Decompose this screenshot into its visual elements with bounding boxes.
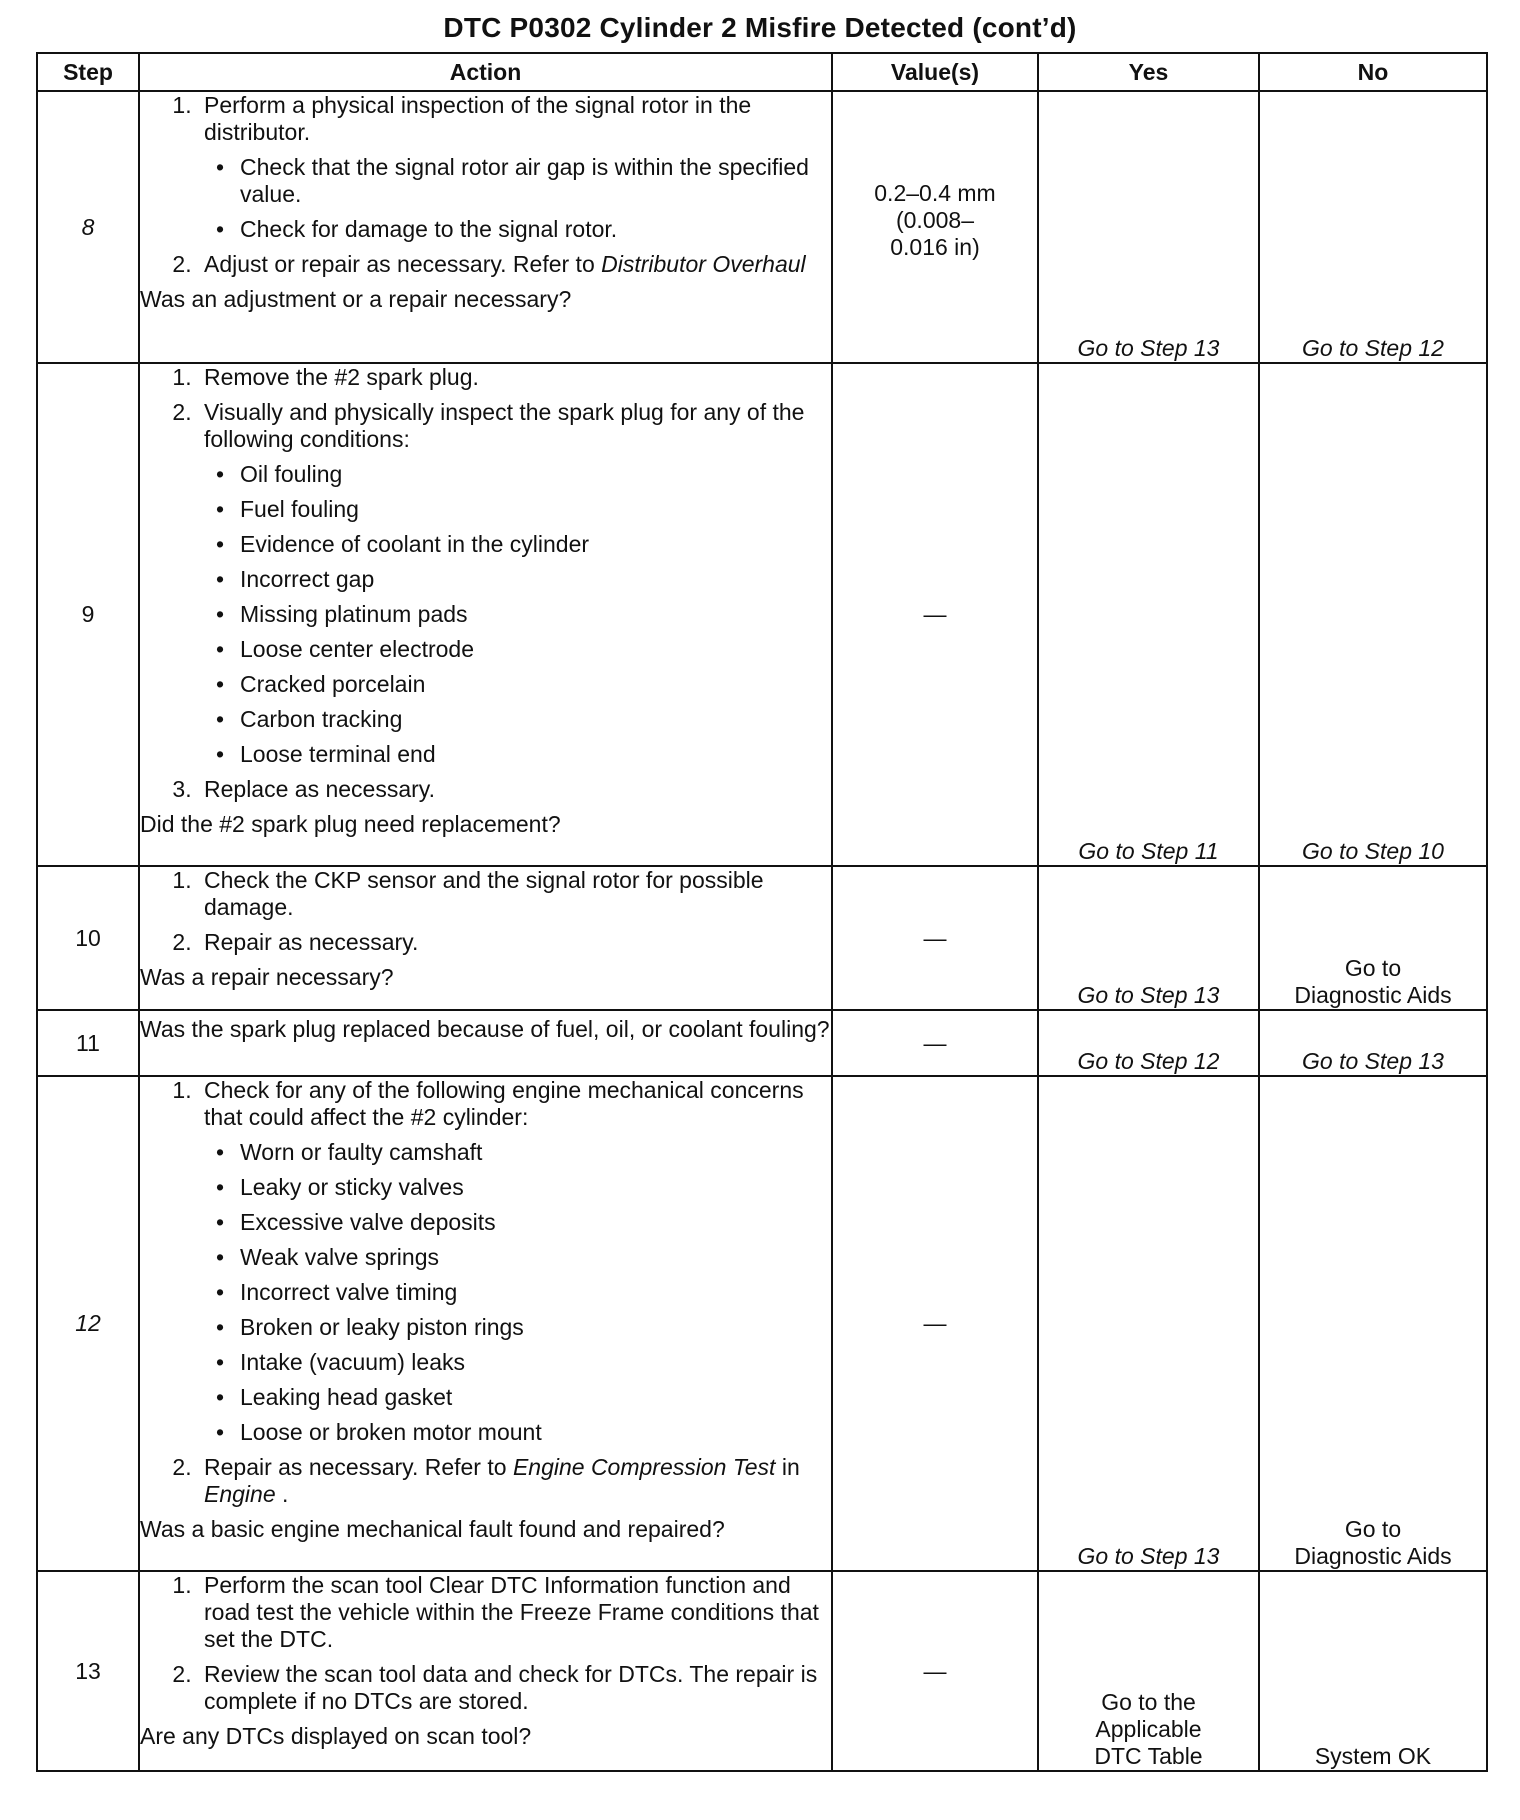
bullet-item: • Carbon tracking bbox=[240, 706, 831, 733]
question-text: Are any DTCs displayed on scan tool? bbox=[140, 1723, 532, 1749]
yes-cell: Go to Step 13 bbox=[1038, 1076, 1259, 1571]
bullet-item: • Cracked porcelain bbox=[240, 671, 831, 698]
yes-cell: Go to Step 11 bbox=[1038, 363, 1259, 866]
bullet-item: • Loose or broken motor mount bbox=[240, 1419, 831, 1446]
question-text: Was the spark plug replaced because of fuel, oil, or coolant fouling? bbox=[140, 1016, 830, 1042]
action-item bbox=[198, 1661, 831, 1715]
no-cell: Go to Step 10 bbox=[1259, 363, 1487, 866]
action-item bbox=[198, 92, 831, 243]
yes-cell bbox=[1038, 1571, 1259, 1771]
action-text: Check the CKP sensor and the signal rotor for possible damage. bbox=[204, 867, 764, 920]
action-item bbox=[198, 929, 831, 956]
no-line: Diagnostic Aids bbox=[1294, 1543, 1452, 1569]
table-row bbox=[37, 1076, 1487, 1571]
action-item bbox=[198, 364, 831, 391]
bullet-item: • Missing platinum pads bbox=[240, 601, 831, 628]
bullet-item: • Leaky or sticky valves bbox=[240, 1174, 831, 1201]
action-text: in bbox=[775, 1454, 800, 1480]
step-number: 11 bbox=[37, 1010, 139, 1076]
header-row bbox=[37, 53, 1487, 91]
dtc-table bbox=[36, 52, 1488, 1772]
reference-link-text: Distributor Overhaul bbox=[601, 251, 806, 277]
action-list bbox=[140, 92, 831, 278]
table-row bbox=[37, 1010, 1487, 1076]
bullet-item: • Fuel fouling bbox=[240, 496, 831, 523]
action-text: Adjust or repair as necessary. Refer to bbox=[204, 251, 602, 277]
action-cell bbox=[139, 1010, 832, 1076]
bullet-item: • Leaking head gasket bbox=[240, 1384, 831, 1411]
no-cell: Go to Step 12 bbox=[1259, 91, 1487, 363]
action-item bbox=[198, 1572, 831, 1653]
no-cell bbox=[1259, 1076, 1487, 1571]
bullet-item: • Excessive valve deposits bbox=[240, 1209, 831, 1236]
value-cell bbox=[832, 91, 1038, 363]
action-text: Remove the #2 spark plug. bbox=[204, 364, 479, 390]
action-list bbox=[140, 1077, 831, 1508]
bullet-item: • Worn or faulty camshaft bbox=[240, 1139, 831, 1166]
value-line: 0.016 in) bbox=[890, 234, 980, 260]
no-cell: Go to Step 13 bbox=[1259, 1010, 1487, 1076]
bullet-item: • Check that the signal rotor air gap is within the specified value. bbox=[240, 154, 831, 208]
action-text: Perform a physical inspection of the signal rotor in the distributor. bbox=[204, 92, 752, 145]
bullet-item: • Oil fouling bbox=[240, 461, 831, 488]
table-row bbox=[37, 866, 1487, 1010]
action-item bbox=[198, 867, 831, 921]
yes-line: Applicable bbox=[1095, 1716, 1202, 1742]
step-number: 13 bbox=[37, 1571, 139, 1771]
action-text: Perform the scan tool Clear DTC Information function and road test the vehicle within the Freeze Frame conditions that set the DTC. bbox=[204, 1572, 819, 1652]
value-cell: — bbox=[832, 363, 1038, 866]
action-text: Visually and physically inspect the spark plug for any of the following conditions: bbox=[204, 399, 805, 452]
value-line: 0.2–0.4 mm bbox=[874, 180, 996, 206]
question-text: Was a repair necessary? bbox=[140, 964, 394, 990]
no-cell bbox=[1259, 866, 1487, 1010]
action-cell bbox=[139, 1076, 832, 1571]
value-cell: — bbox=[832, 1010, 1038, 1076]
action-cell bbox=[139, 866, 832, 1010]
bullet-list bbox=[204, 154, 831, 243]
step-number: 8 bbox=[37, 91, 139, 363]
action-text: . bbox=[275, 1481, 289, 1507]
action-item bbox=[198, 776, 831, 803]
bullet-item: • Intake (vacuum) leaks bbox=[240, 1349, 831, 1376]
yes-cell: Go to Step 12 bbox=[1038, 1010, 1259, 1076]
page-title: DTC P0302 Cylinder 2 Misfire Detected (cont’d) bbox=[443, 12, 1077, 43]
no-line: Go to bbox=[1344, 1516, 1402, 1542]
action-text: Repair as necessary. Refer to bbox=[204, 1454, 513, 1480]
action-item bbox=[198, 1454, 831, 1508]
action-cell bbox=[139, 1571, 832, 1771]
question-text: Was an adjustment or a repair necessary? bbox=[140, 286, 572, 312]
table-row bbox=[37, 1571, 1487, 1771]
header-action: Action bbox=[139, 53, 832, 91]
value-cell: — bbox=[832, 866, 1038, 1010]
action-text: Review the scan tool data and check for DTCs. The repair is complete if no DTCs are stored. bbox=[204, 1661, 818, 1714]
action-item bbox=[198, 1077, 831, 1446]
step-number: 10 bbox=[37, 866, 139, 1010]
action-item bbox=[198, 251, 831, 278]
value-cell: — bbox=[832, 1571, 1038, 1771]
header-no: No bbox=[1259, 53, 1487, 91]
bullet-item: • Evidence of coolant in the cylinder bbox=[240, 531, 831, 558]
header-values: Value(s) bbox=[832, 53, 1038, 91]
value-line: (0.008– bbox=[895, 207, 974, 233]
bullet-item: • Loose center electrode bbox=[240, 636, 831, 663]
bullet-list bbox=[204, 1139, 831, 1446]
value-cell: — bbox=[832, 1076, 1038, 1571]
header-yes: Yes bbox=[1038, 53, 1259, 91]
reference-link-text: Engine bbox=[204, 1481, 276, 1507]
no-cell: System OK bbox=[1259, 1571, 1487, 1771]
bullet-item: • Incorrect gap bbox=[240, 566, 831, 593]
bullet-list bbox=[204, 461, 831, 768]
no-line: Go to bbox=[1344, 955, 1402, 981]
yes-line: Go to the bbox=[1101, 1689, 1196, 1715]
bullet-item: • Broken or leaky piston rings bbox=[240, 1314, 831, 1341]
yes-cell: Go to Step 13 bbox=[1038, 91, 1259, 363]
header-step: Step bbox=[37, 53, 139, 91]
step-number: 9 bbox=[37, 363, 139, 866]
reference-link-text: Engine Compression Test bbox=[512, 1454, 776, 1480]
question-text: Was a basic engine mechanical fault found and repaired? bbox=[140, 1516, 725, 1542]
action-text: Repair as necessary. bbox=[204, 929, 419, 955]
action-list bbox=[140, 364, 831, 803]
action-text: Replace as necessary. bbox=[204, 776, 435, 802]
step-number: 12 bbox=[37, 1076, 139, 1571]
action-item bbox=[198, 399, 831, 768]
bullet-item: • Check for damage to the signal rotor. bbox=[240, 216, 831, 243]
action-list bbox=[140, 867, 831, 956]
bullet-item: • Incorrect valve timing bbox=[240, 1279, 831, 1306]
no-line: Diagnostic Aids bbox=[1294, 982, 1452, 1008]
bullet-item: • Loose terminal end bbox=[240, 741, 831, 768]
table-row bbox=[37, 91, 1487, 363]
yes-cell: Go to Step 13 bbox=[1038, 866, 1259, 1010]
table-row bbox=[37, 363, 1487, 866]
yes-line: DTC Table bbox=[1094, 1743, 1203, 1769]
action-cell bbox=[139, 363, 832, 866]
action-list bbox=[140, 1572, 831, 1715]
action-cell bbox=[139, 91, 832, 363]
bullet-item: • Weak valve springs bbox=[240, 1244, 831, 1271]
question-text: Did the #2 spark plug need replacement? bbox=[140, 811, 561, 837]
action-text: Check for any of the following engine mechanical concerns that could affect the #2 cylinder: bbox=[204, 1077, 804, 1130]
